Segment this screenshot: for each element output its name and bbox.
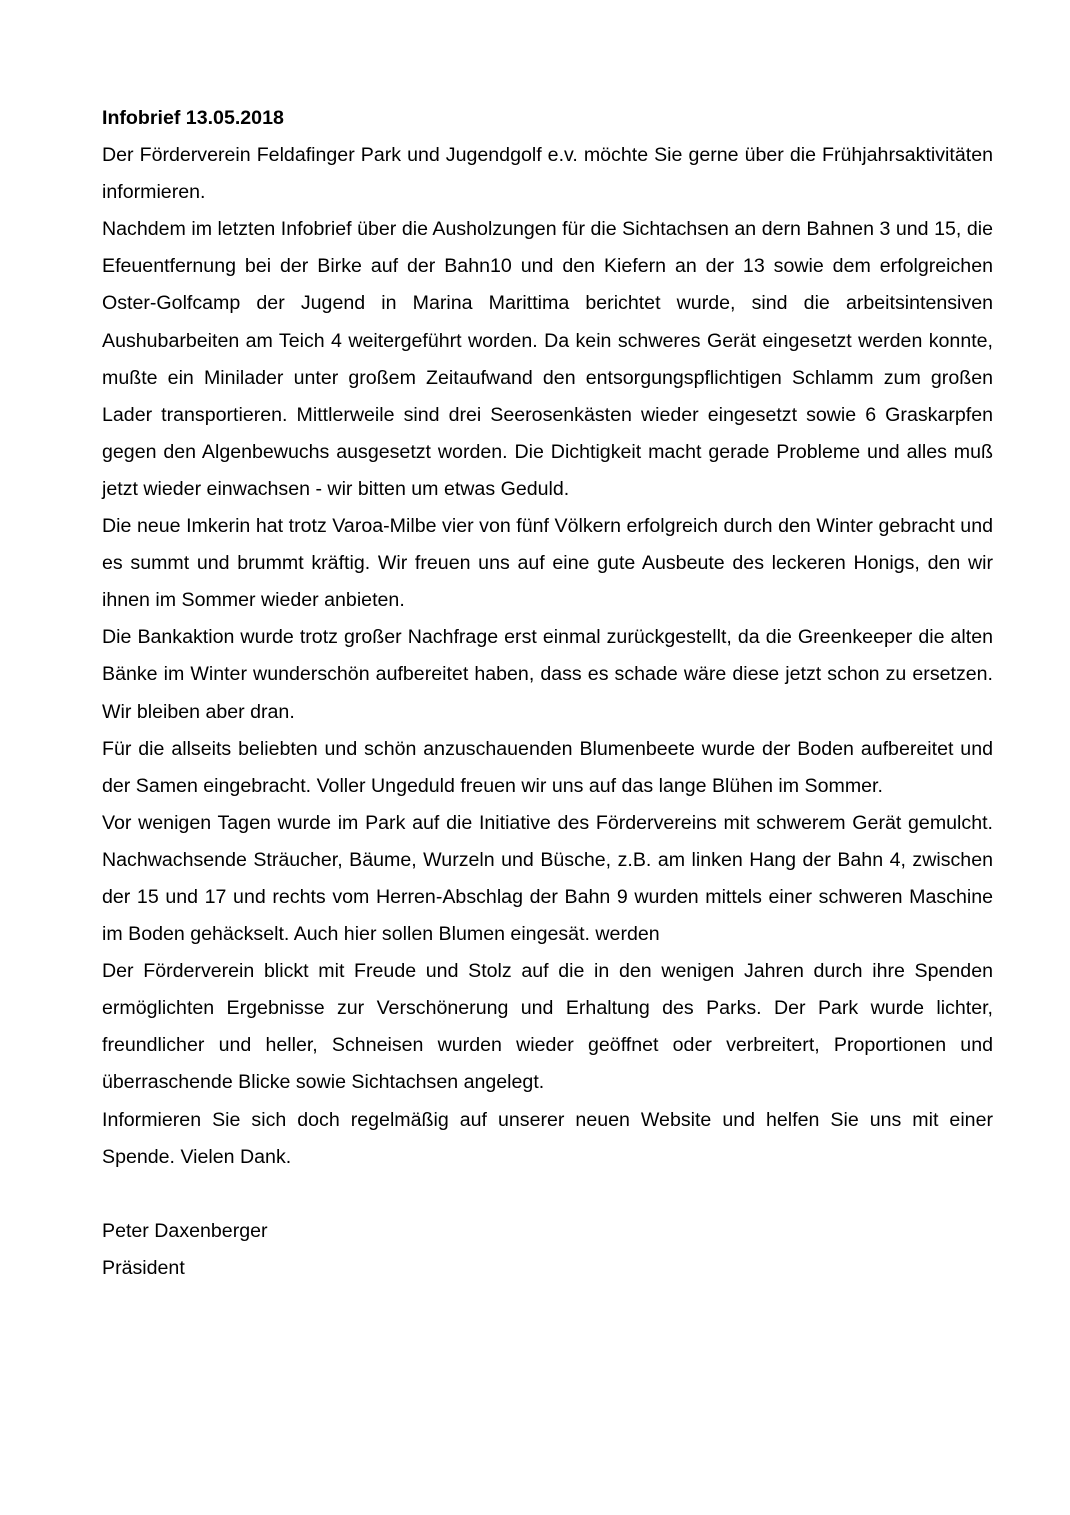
signatory-name: Peter Daxenberger bbox=[102, 1219, 268, 1242]
paragraph-mulching: Vor wenigen Tagen wurde im Park auf die Initiative des Fördervereins mit schwerem Gerät gemulcht. Nachwachsende Sträucher, Bäume, Wurzeln und Büsche, z.B. am linken Hang der Bahn 4, zwischen der 15 und 17 und rechts vom Herren-Abschlag der Bahn 9 wurden mittels einer schweren Maschine im Boden gehäckselt. Auch hier sollen Blumen eingesät. werden bbox=[102, 811, 993, 946]
paragraph-flower-beds: Für die allseits beliebten und schön anzuschauenden Blumenbeete wurde der Boden aufbereitet und der Samen eingebracht. Voller Ungeduld freuen wir uns auf das lange Blühen im Sommer. bbox=[102, 737, 993, 797]
paragraph-bench-campaign: Die Bankaktion wurde trotz großer Nachfrage erst einmal zurückgestellt, da die Greenkeeper die alten Bänke im Winter wunderschön aufbereitet haben, dass es schade wäre diese jetzt schon zu ersetzen. Wir bleiben aber dran. bbox=[102, 626, 993, 723]
paragraph-website-donation: Informieren Sie sich doch regelmäßig auf unserer neuen Website und helfen Sie uns mit einer Spende. Vielen Dank. bbox=[102, 1108, 993, 1168]
signature-block bbox=[102, 1213, 993, 1287]
letter-body bbox=[102, 100, 993, 1287]
paragraph-beekeeper: Die neue Imkerin hat trotz Varoa-Milbe vier von fünf Völkern erfolgreich durch den Winter gebracht und es summt und brummt kräftig. Wir freuen uns auf eine gute Ausbeute des leckeren Honigs, den wir ihnen im Sommer wieder anbieten. bbox=[102, 515, 993, 612]
letter-title: Infobrief 13.05.2018 bbox=[102, 107, 284, 129]
paragraph-results: Der Förderverein blickt mit Freude und Stolz auf die in den wenigen Jahren durch ihre Spenden ermöglichten Ergebnisse zur Verschönerung und Erhaltung des Parks. Der Park wurde lichter, freundlicher und heller, Schneisen wurden wieder geöffnet oder verbreitert, Proportionen und überraschende Blicke sowie Sichtachsen angelegt. bbox=[102, 960, 993, 1094]
paragraph-pond-works: Nachdem im letzten Infobrief über die Ausholzungen für die Sichtachsen an dern Bahnen 3 und 15, die Efeuentfernung bei der Birke auf der Bahn10 und den Kiefern an der 13 sowie dem erfolgreichen Oster-Golfcamp der Jugend in Marina Marittima berichtet wurde, sind die arbeitsintensiven Aushubarbeiten am Teich 4 weitergeführt worden. Da kein schweres Gerät eingesetzt werden konnte, mußte ein Minilader unter großem Zeitaufwand den entsorgungspflichtigen Schlamm zum großen Lader transportieren. Mittlerweile sind drei Seerosenkästen wieder eingesetzt sowie 6 Graskarpfen gegen den Algenbewuchs ausgesetzt worden. Die Dichtigkeit macht gerade Probleme und alles muß jetzt wieder einwachsen - wir bitten um etwas Geduld. bbox=[102, 218, 993, 500]
paragraph-intro: Der Förderverein Feldafinger Park und Jugendgolf e.v. möchte Sie gerne über die Frühjahrsaktivitäten informieren. bbox=[102, 144, 993, 204]
signatory-role: Präsident bbox=[102, 1256, 185, 1279]
